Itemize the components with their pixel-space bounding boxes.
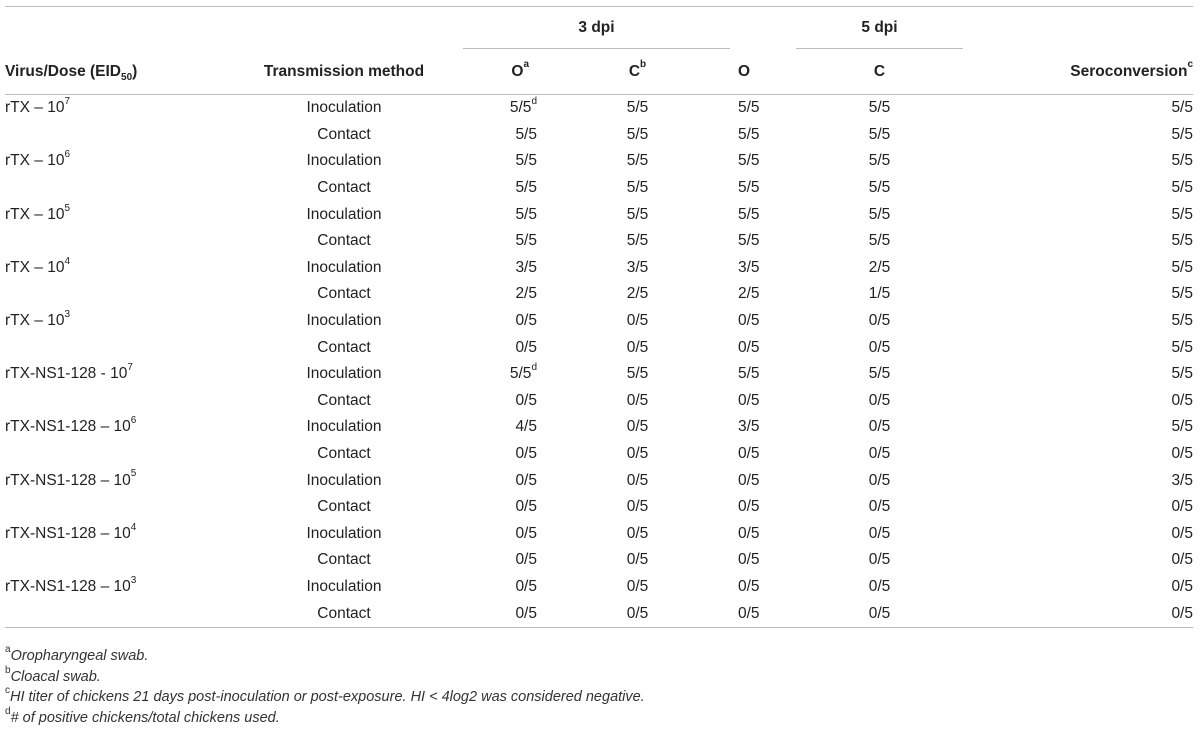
table-row bbox=[5, 95, 1193, 122]
cell-5dpi-o: 0/5 bbox=[738, 471, 760, 489]
cell-virus-dose: $rTX-NS1-128 - 10^6$ bbox=[5, 415, 137, 436]
footnote: $^c$HI titer of chickens 21 days post-inoculation or post-exposure. HI < 4log2 was considered negative. bbox=[5, 685, 645, 705]
cell-5dpi-o: 5/5 bbox=[738, 232, 760, 250]
cell-5dpi-o: 0/5 bbox=[738, 524, 760, 542]
cell-seroconversion: 5/5 bbox=[1171, 418, 1193, 436]
cell-virus-dose: rTX – $10^6$ bbox=[5, 149, 71, 170]
cell-3dpi-c: 3/5 bbox=[626, 258, 649, 276]
cell-3dpi-c: 5/5 bbox=[626, 152, 649, 170]
cell-transmission-method: Contact bbox=[317, 232, 371, 250]
cell-transmission-method: Inoculation bbox=[306, 471, 382, 489]
cell-3dpi-c: 0/5 bbox=[626, 391, 649, 409]
cell-transmission-method: Contact bbox=[317, 551, 371, 569]
table-row bbox=[5, 308, 1193, 335]
cell-3dpi-o: 0/5 bbox=[515, 391, 537, 409]
cell-seroconversion: 5/5 bbox=[1171, 125, 1193, 143]
cell-seroconversion: 0/5 bbox=[1171, 445, 1193, 463]
cell-transmission-method: Inoculation bbox=[306, 152, 382, 170]
cell-5dpi-c: 0/5 bbox=[868, 604, 891, 622]
cell-seroconversion: 0/5 bbox=[1171, 524, 1193, 542]
cell-virus-dose bbox=[5, 441, 233, 468]
cell-3dpi-c: 5/5 bbox=[626, 179, 649, 197]
cell-5dpi-o: 0/5 bbox=[738, 338, 760, 356]
cell-5dpi-c: 5/5 bbox=[868, 125, 891, 143]
table-row bbox=[5, 547, 1193, 574]
cell-5dpi-c: 0/5 bbox=[868, 391, 891, 409]
col-5dpi-c: C bbox=[788, 49, 971, 95]
cell-3dpi-o: 0/5 bbox=[515, 471, 537, 489]
cell-3dpi-c: 2/5 bbox=[626, 285, 649, 303]
cell-virus-dose bbox=[5, 122, 233, 149]
cell-transmission-method: Inoculation bbox=[306, 418, 382, 436]
table-row bbox=[5, 255, 1193, 282]
footnote: $^a$Oropharyngeal swab. bbox=[5, 644, 149, 664]
table-row bbox=[5, 201, 1193, 228]
cell-3dpi-o: 0/5 bbox=[515, 445, 537, 463]
results-table bbox=[5, 6, 1193, 628]
cell-3dpi-c: 5/5 bbox=[626, 125, 649, 143]
cell-virus-dose bbox=[5, 228, 233, 255]
cell-virus-dose: $rTX-NS1-128 - 10^7$ bbox=[5, 362, 133, 383]
cell-virus-dose bbox=[5, 175, 233, 202]
cell-virus-dose: rTX – $10^7$ bbox=[5, 96, 71, 117]
cell-5dpi-o: 5/5 bbox=[738, 179, 760, 197]
cell-5dpi-c: 0/5 bbox=[868, 551, 891, 569]
cell-transmission-method: Contact bbox=[317, 125, 371, 143]
cell-seroconversion: 5/5 bbox=[1171, 338, 1193, 356]
cell-5dpi-o: 0/5 bbox=[738, 445, 760, 463]
cell-3dpi-o: 5/5 bbox=[515, 152, 537, 170]
cell-5dpi-o: 5/5 bbox=[738, 365, 760, 383]
cell-3dpi-c: 0/5 bbox=[626, 498, 649, 516]
cell-3dpi-c: 0/5 bbox=[626, 471, 649, 489]
cell-seroconversion: 0/5 bbox=[1171, 551, 1193, 569]
header-3dpi: 3 dpi bbox=[455, 7, 738, 49]
col-3dpi-c: $C^b$ bbox=[537, 49, 738, 95]
cell-transmission-method: Inoculation bbox=[306, 577, 382, 595]
table-row bbox=[5, 574, 1193, 601]
cell-5dpi-o: 0/5 bbox=[738, 498, 760, 516]
cell-5dpi-c: 0/5 bbox=[868, 524, 891, 542]
cell-5dpi-o: 0/5 bbox=[738, 577, 760, 595]
cell-3dpi-o: 5/5 bbox=[515, 125, 537, 143]
table-row bbox=[5, 388, 1193, 415]
cell-5dpi-o: 0/5 bbox=[738, 604, 760, 622]
cell-3dpi-o: 0/5 bbox=[515, 338, 537, 356]
cell-5dpi-c: 5/5 bbox=[868, 205, 891, 223]
cell-virus-dose: $rTX-NS1-128 - 10^5$ bbox=[5, 468, 137, 489]
cell-3dpi-o: 0/5 bbox=[515, 604, 537, 622]
cell-transmission-method: Contact bbox=[317, 338, 371, 356]
cell-3dpi-o: 2/5 bbox=[515, 285, 537, 303]
cell-5dpi-o: 3/5 bbox=[738, 258, 760, 276]
cell-3dpi-o: 5/5$^d$ bbox=[509, 96, 537, 117]
table-row bbox=[5, 281, 1193, 308]
cell-3dpi-o: 0/5 bbox=[515, 551, 537, 569]
cell-5dpi-o: 0/5 bbox=[738, 391, 760, 409]
footnote: $^d$# of positive chickens/total chickens used. bbox=[5, 705, 280, 726]
cell-3dpi-c: 0/5 bbox=[626, 418, 649, 436]
cell-transmission-method: Inoculation bbox=[306, 524, 382, 542]
cell-3dpi-o: 0/5 bbox=[515, 312, 537, 330]
cell-transmission-method: Inoculation bbox=[306, 205, 382, 223]
cell-seroconversion: 5/5 bbox=[1171, 152, 1193, 170]
cell-5dpi-c: 0/5 bbox=[868, 577, 891, 595]
cell-3dpi-o: 4/5 bbox=[515, 418, 537, 436]
cell-5dpi-o: 0/5 bbox=[738, 312, 760, 330]
table-row bbox=[5, 148, 1193, 175]
cell-transmission-method: Inoculation bbox=[306, 99, 382, 117]
table-row bbox=[5, 414, 1193, 441]
cell-seroconversion: 5/5 bbox=[1171, 312, 1193, 330]
cell-3dpi-o: 3/5 bbox=[515, 258, 537, 276]
cell-seroconversion: 3/5 bbox=[1171, 471, 1193, 489]
cell-3dpi-c: 0/5 bbox=[626, 577, 649, 595]
cell-3dpi-c: 5/5 bbox=[626, 205, 649, 223]
cell-5dpi-o: 5/5 bbox=[738, 152, 760, 170]
table-row bbox=[5, 122, 1193, 149]
cell-5dpi-c: 5/5 bbox=[868, 152, 891, 170]
cell-transmission-method: Inoculation bbox=[306, 365, 382, 383]
cell-virus-dose: rTX – $10^4$ bbox=[5, 255, 71, 276]
cell-seroconversion: 0/5 bbox=[1171, 577, 1193, 595]
cell-3dpi-o: 5/5 bbox=[515, 179, 537, 197]
cell-virus-dose bbox=[5, 388, 233, 415]
cell-3dpi-c: 0/5 bbox=[626, 312, 649, 330]
cell-3dpi-o: 5/5$^d$ bbox=[509, 362, 537, 383]
table-row bbox=[5, 175, 1193, 202]
cell-5dpi-o: 5/5 bbox=[738, 205, 760, 223]
cell-3dpi-c: 5/5 bbox=[626, 232, 649, 250]
cell-virus-dose: rTX – $10^5$ bbox=[5, 202, 71, 223]
col-transmission-method: Transmission method bbox=[233, 49, 455, 95]
cell-seroconversion: 5/5 bbox=[1171, 99, 1193, 117]
cell-3dpi-o: 5/5 bbox=[515, 205, 537, 223]
cell-5dpi-c: 2/5 bbox=[868, 258, 891, 276]
cell-5dpi-c: 5/5 bbox=[868, 232, 891, 250]
footnote: $^b$Cloacal swab. bbox=[5, 664, 101, 685]
cell-5dpi-o: 2/5 bbox=[738, 285, 760, 303]
table-row bbox=[5, 228, 1193, 255]
cell-virus-dose bbox=[5, 547, 233, 574]
cell-seroconversion: 0/5 bbox=[1171, 498, 1193, 516]
cell-3dpi-c: 0/5 bbox=[626, 445, 649, 463]
cell-virus-dose: rTX – $10^3$ bbox=[5, 308, 71, 330]
cell-seroconversion: 5/5 bbox=[1171, 179, 1193, 197]
cell-5dpi-c: 0/5 bbox=[868, 445, 891, 463]
cell-seroconversion: 5/5 bbox=[1171, 205, 1193, 223]
cell-5dpi-c: 0/5 bbox=[868, 338, 891, 356]
col-3dpi-o: $O^a$ bbox=[455, 49, 537, 95]
cell-virus-dose bbox=[5, 334, 233, 361]
cell-5dpi-c: 0/5 bbox=[868, 498, 891, 516]
cell-virus-dose: $rTX-NS1-128 - 10^3$ bbox=[5, 574, 137, 595]
cell-virus-dose bbox=[5, 281, 233, 308]
cell-seroconversion: 0/5 bbox=[1171, 604, 1193, 622]
cell-3dpi-o: 0/5 bbox=[515, 498, 537, 516]
cell-3dpi-c: 0/5 bbox=[626, 551, 649, 569]
cell-seroconversion: 5/5 bbox=[1171, 365, 1193, 383]
cell-5dpi-o: 3/5 bbox=[738, 418, 760, 436]
cell-5dpi-c: 5/5 bbox=[868, 99, 891, 117]
cell-3dpi-c: 0/5 bbox=[626, 338, 649, 356]
cell-transmission-method: Contact bbox=[317, 498, 371, 516]
header-5dpi: 5 dpi bbox=[788, 7, 971, 49]
table-row bbox=[5, 600, 1193, 627]
table-row bbox=[5, 494, 1193, 521]
table-row bbox=[5, 521, 1193, 548]
cell-5dpi-c: 5/5 bbox=[868, 179, 891, 197]
cell-5dpi-c: 0/5 bbox=[868, 312, 891, 330]
cell-virus-dose bbox=[5, 494, 233, 521]
cell-3dpi-c: 0/5 bbox=[626, 604, 649, 622]
cell-virus-dose bbox=[5, 600, 233, 627]
cell-5dpi-c: 0/5 bbox=[868, 418, 891, 436]
cell-5dpi-c: 0/5 bbox=[868, 471, 891, 489]
cell-3dpi-c: 5/5 bbox=[626, 365, 649, 383]
cell-3dpi-o: 0/5 bbox=[515, 524, 537, 542]
col-5dpi-o: O bbox=[738, 49, 788, 95]
cell-3dpi-c: 5/5 bbox=[626, 99, 649, 117]
cell-transmission-method: Contact bbox=[317, 445, 371, 463]
col-seroconversion: Seroconversion$^c$ bbox=[971, 49, 1193, 95]
cell-transmission-method: Inoculation bbox=[306, 258, 382, 276]
cell-transmission-method: Inoculation bbox=[306, 312, 382, 330]
cell-seroconversion: 5/5 bbox=[1171, 258, 1193, 276]
cell-3dpi-o: 0/5 bbox=[515, 577, 537, 595]
cell-5dpi-c: 1/5 bbox=[868, 285, 891, 303]
cell-virus-dose: $rTX-NS1-128 - 10^4$ bbox=[5, 521, 137, 542]
cell-seroconversion: 0/5 bbox=[1171, 391, 1193, 409]
cell-5dpi-o: 5/5 bbox=[738, 125, 760, 143]
cell-transmission-method: Contact bbox=[317, 179, 371, 197]
table-row bbox=[5, 441, 1193, 468]
cell-transmission-method: Contact bbox=[317, 285, 371, 303]
footnotes bbox=[5, 646, 645, 728]
cell-5dpi-c: 5/5 bbox=[868, 365, 891, 383]
cell-seroconversion: 5/5 bbox=[1171, 285, 1193, 303]
cell-transmission-method: Contact bbox=[317, 391, 371, 409]
cell-seroconversion: 5/5 bbox=[1171, 232, 1193, 250]
col-virus-dose: Virus/Dose $(EID_{50})$ bbox=[5, 49, 233, 95]
cell-3dpi-c: 0/5 bbox=[626, 524, 649, 542]
table-body bbox=[5, 95, 1193, 628]
table-row bbox=[5, 361, 1193, 388]
cell-5dpi-o: 0/5 bbox=[738, 551, 760, 569]
cell-transmission-method: Contact bbox=[317, 604, 371, 622]
cell-5dpi-o: 5/5 bbox=[738, 99, 760, 117]
cell-3dpi-o: 5/5 bbox=[515, 232, 537, 250]
table-row bbox=[5, 467, 1193, 494]
table-row bbox=[5, 334, 1193, 361]
